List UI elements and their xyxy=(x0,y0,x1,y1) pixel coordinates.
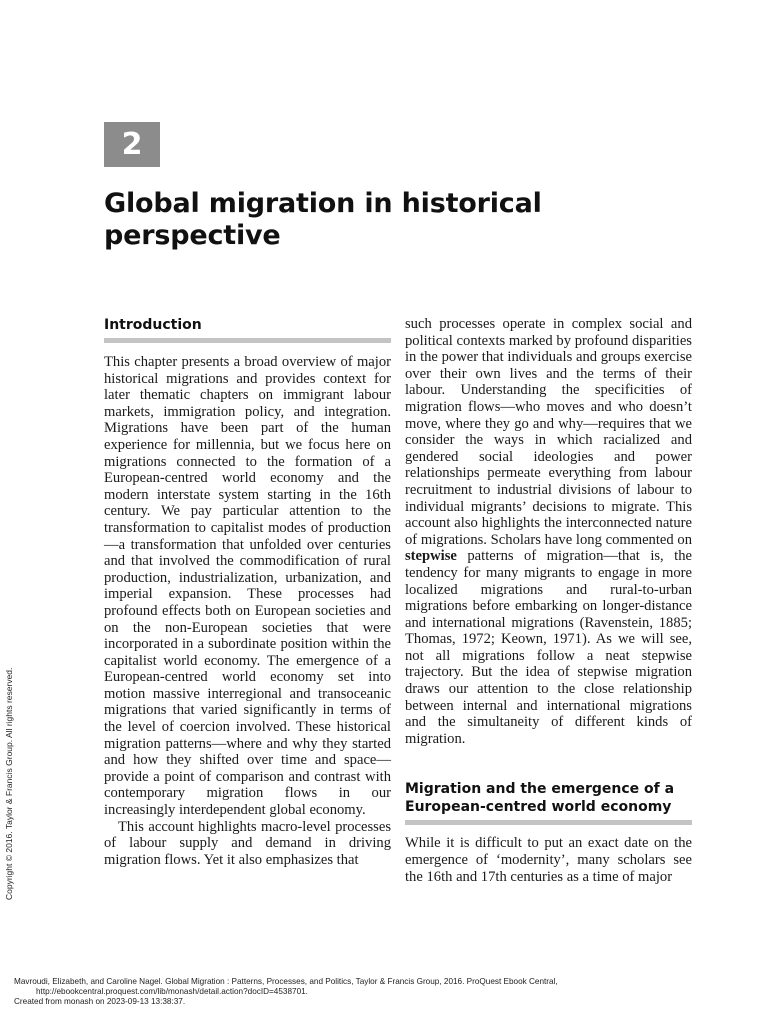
intro-paragraph-2: This account highlights macro-level processes of labour supply and demand in driving migration flows. Yet it also emphasizes that xyxy=(104,818,391,868)
key-term-stepwise: stepwise xyxy=(405,548,457,565)
citation-line-2: http://ebookcentral.proquest.com/lib/monash/detail.action?docID=4538701. xyxy=(36,987,308,996)
chapter-number: 2 xyxy=(121,127,143,162)
right-column xyxy=(405,316,692,885)
left-column xyxy=(104,316,391,868)
chapter-title: Global migration in historical perspective xyxy=(104,188,542,251)
paragraph-text-part1: such processes operate in complex social and political contexts marked by profound disparities in the power that individuals and groups exercise over their own lives and the terms of their labour. Understanding the specificities of migration flows—who moves and who doesn’t move, where they go and why—requires that we consider the ways in which racialized and gendered social ideologies and power relationships permeate everything from labour recruitment to industrial divisions of labour to individual migrants’ decisions to migrate. This account also highlights the interconnected nature of migrations. Scholars have long commented on xyxy=(405,316,692,548)
paragraph-text-part2: patterns of migration—that is, the tendency for many migrants to engage in more localized migrations and rural-to-urban migrations before embarking on longer-distance and international migrations (Ravenstein, 1885; Thomas, 1972; Keown, 1971). As we will see, not all migrations follow a neat stepwise trajectory. But the idea of stepwise migration draws our attention to the close relationship between internal and international migrations and the simultaneity of different kinds of migration. xyxy=(405,548,692,747)
chapter-number-box xyxy=(104,122,160,167)
section-heading-introduction: Introduction xyxy=(104,316,391,343)
citation-line-1: Mavroudi, Elizabeth, and Caroline Nagel. Global Migration : Patterns, Processes, and Politics, Taylor & Francis Group, 2016. ProQuest Ebook Central, xyxy=(14,977,558,986)
copyright-notice: Copyright © 2016. Taylor & Francis Group. All rights reserved. xyxy=(4,667,14,900)
intro-paragraph-continued xyxy=(405,316,692,747)
section-heading-world-economy: Migration and the emergence of a European-centred world economy xyxy=(405,780,692,825)
world-economy-paragraph-1: While it is difficult to put an exact date on the emergence of ‘modernity’, many scholars see the 16th and 17th centuries as a time of major xyxy=(405,835,692,885)
citation-footer xyxy=(14,977,759,1007)
section-spacer xyxy=(405,747,692,780)
citation-line-3: Created from monash on 2023-09-13 13:38:37. xyxy=(14,997,186,1006)
intro-paragraph-1: This chapter presents a broad overview of major historical migrations and provides context for later thematic chapters on immigrant labour markets, immigration policy, and integration. Migrations have been part of the human experience for millennia, but we focus here on migrations connected to the formation of a European-centred world economy and the modern interstate system starting in the 16th century. We pay particular attention to the transformation to capitalist modes of production—a transformation that unfolded over centuries and that involved the commodification of rural production, industrialization, urbanization, and imperial expansion. These processes had profound effects both on European societies and on the non-European societies that were incorporated in a subordinate position within the capitalist world economy. The emergence of a European-centred world economy set into motion massive interregional and transoceanic migrations that varied significantly in terms of the level of coercion involved. These historical migration patterns—where and why they started and how they shifted over time and space—provide a point of comparison and contrast with contemporary migration flows in our increasingly interdependent global economy. xyxy=(104,354,391,819)
